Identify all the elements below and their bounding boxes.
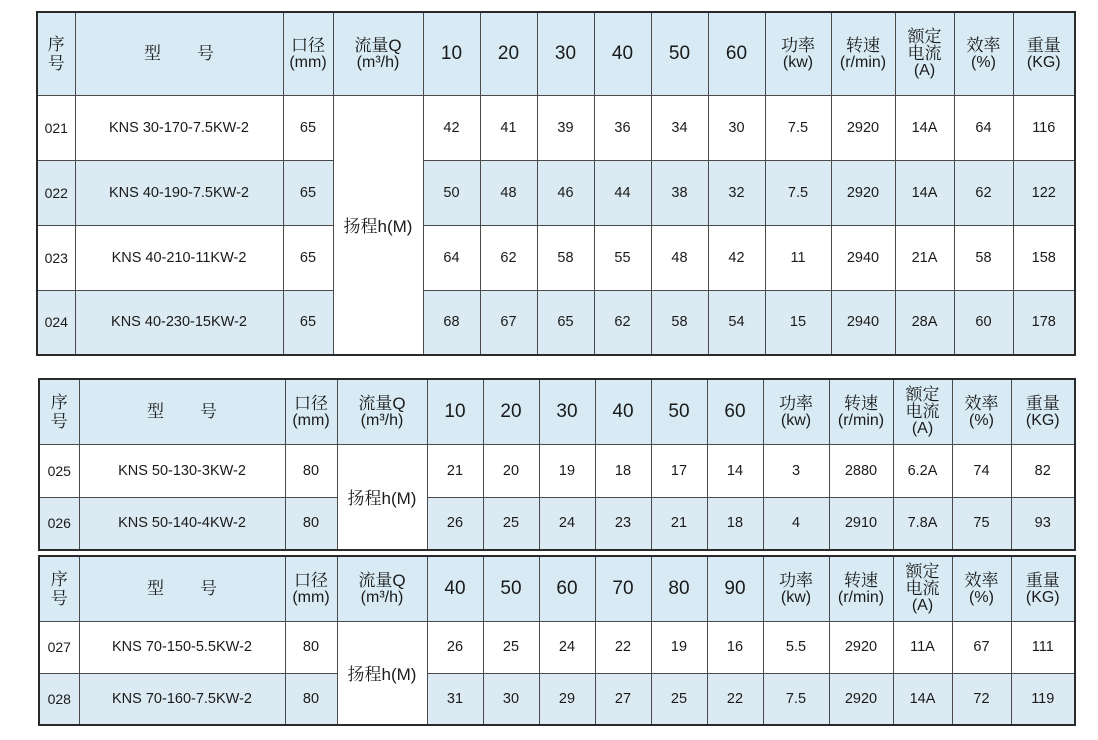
- bore-value: 80: [285, 621, 337, 673]
- head-value: 36: [594, 95, 651, 160]
- model-name: KNS 70-160-7.5KW-2: [79, 673, 285, 725]
- head-value: 44: [594, 160, 651, 225]
- row-number: 025: [39, 444, 79, 497]
- efficiency-header: 效率 (%): [954, 12, 1013, 95]
- head-value: 26: [427, 497, 483, 550]
- weight-header: 重量 (KG): [1013, 12, 1075, 95]
- weight-header: 重量 (KG): [1011, 556, 1075, 621]
- speed-header: 转速 (r/min): [829, 379, 893, 444]
- row-number: 023: [37, 225, 75, 290]
- efficiency-value: 74: [952, 444, 1011, 497]
- weight-value: 158: [1013, 225, 1075, 290]
- row-number: 027: [39, 621, 79, 673]
- head-value: 32: [708, 160, 765, 225]
- speed-value: 2920: [831, 160, 895, 225]
- flow-point-header: 20: [480, 12, 537, 95]
- head-value: 26: [427, 621, 483, 673]
- current-header: 额定 电流 (A): [893, 556, 952, 621]
- head-value: 55: [594, 225, 651, 290]
- efficiency-value: 75: [952, 497, 1011, 550]
- power-value: 4: [763, 497, 829, 550]
- current-value: 14A: [895, 95, 954, 160]
- power-value: 11: [765, 225, 831, 290]
- power-value: 15: [765, 290, 831, 355]
- bore-value: 80: [285, 497, 337, 550]
- head-value: 21: [427, 444, 483, 497]
- efficiency-value: 58: [954, 225, 1013, 290]
- model-name: KNS 30-170-7.5KW-2: [75, 95, 283, 160]
- flow-point-header: 40: [595, 379, 651, 444]
- head-value: 67: [480, 290, 537, 355]
- flow-point-header: 50: [651, 12, 708, 95]
- weight-value: 178: [1013, 290, 1075, 355]
- head-value: 48: [651, 225, 708, 290]
- head-value: 58: [651, 290, 708, 355]
- model-header: 型 号: [79, 379, 285, 444]
- bore-value: 65: [283, 225, 333, 290]
- flow-header: 流量Q (m³/h): [333, 12, 423, 95]
- head-value: 48: [480, 160, 537, 225]
- current-value: 21A: [895, 225, 954, 290]
- table-row: [37, 95, 1075, 160]
- weight-value: 93: [1011, 497, 1075, 550]
- header-row: [39, 556, 1075, 621]
- bore-value: 65: [283, 95, 333, 160]
- head-value: 41: [480, 95, 537, 160]
- seq-header: 序 号: [39, 556, 79, 621]
- current-value: 28A: [895, 290, 954, 355]
- row-number: 022: [37, 160, 75, 225]
- weight-value: 119: [1011, 673, 1075, 725]
- current-value: 6.2A: [893, 444, 952, 497]
- power-value: 7.5: [765, 95, 831, 160]
- current-value: 14A: [895, 160, 954, 225]
- head-value: 31: [427, 673, 483, 725]
- bore-value: 65: [283, 160, 333, 225]
- speed-header: 转速 (r/min): [829, 556, 893, 621]
- flow-header: 流量Q (m³/h): [337, 556, 427, 621]
- head-value: 24: [539, 621, 595, 673]
- bore-header: 口径 (mm): [283, 12, 333, 95]
- head-value: 46: [537, 160, 594, 225]
- bore-value: 65: [283, 290, 333, 355]
- header-row: [37, 12, 1075, 95]
- head-value: 34: [651, 95, 708, 160]
- weight-value: 122: [1013, 160, 1075, 225]
- head-value: 58: [537, 225, 594, 290]
- current-value: 14A: [893, 673, 952, 725]
- head-value: 18: [595, 444, 651, 497]
- head-value: 27: [595, 673, 651, 725]
- flow-point-header: 90: [707, 556, 763, 621]
- speed-value: 2940: [831, 290, 895, 355]
- head-value: 65: [537, 290, 594, 355]
- speed-value: 2880: [829, 444, 893, 497]
- head-label: 扬程h(M): [333, 95, 423, 355]
- current-value: 7.8A: [893, 497, 952, 550]
- head-value: 25: [483, 497, 539, 550]
- head-value: 68: [423, 290, 480, 355]
- head-value: 22: [707, 673, 763, 725]
- table-row: [39, 444, 1075, 497]
- spec-table-3: [38, 555, 1076, 726]
- head-value: 25: [651, 673, 707, 725]
- head-value: 20: [483, 444, 539, 497]
- row-number: 028: [39, 673, 79, 725]
- flow-point-header: 10: [427, 379, 483, 444]
- model-name: KNS 40-210-11KW-2: [75, 225, 283, 290]
- head-value: 24: [539, 497, 595, 550]
- speed-value: 2910: [829, 497, 893, 550]
- head-value: 21: [651, 497, 707, 550]
- efficiency-header: 效率 (%): [952, 556, 1011, 621]
- table-row: [37, 160, 1075, 225]
- seq-header: 序 号: [37, 12, 75, 95]
- flow-point-header: 60: [708, 12, 765, 95]
- head-label: 扬程h(M): [337, 621, 427, 725]
- speed-value: 2920: [829, 621, 893, 673]
- flow-header: 流量Q (m³/h): [337, 379, 427, 444]
- table-row: [39, 673, 1075, 725]
- head-value: 64: [423, 225, 480, 290]
- head-value: 23: [595, 497, 651, 550]
- model-name: KNS 40-190-7.5KW-2: [75, 160, 283, 225]
- head-value: 62: [594, 290, 651, 355]
- row-number: 026: [39, 497, 79, 550]
- model-header: 型 号: [75, 12, 283, 95]
- head-value: 16: [707, 621, 763, 673]
- speed-value: 2940: [831, 225, 895, 290]
- table-row: [37, 225, 1075, 290]
- head-value: 30: [708, 95, 765, 160]
- model-name: KNS 50-140-4KW-2: [79, 497, 285, 550]
- head-value: 22: [595, 621, 651, 673]
- power-value: 3: [763, 444, 829, 497]
- model-header: 型 号: [79, 556, 285, 621]
- efficiency-value: 64: [954, 95, 1013, 160]
- bore-value: 80: [285, 444, 337, 497]
- weight-value: 111: [1011, 621, 1075, 673]
- flow-point-header: 80: [651, 556, 707, 621]
- bore-header: 口径 (mm): [285, 556, 337, 621]
- efficiency-header: 效率 (%): [952, 379, 1011, 444]
- power-header: 功率 (kw): [763, 556, 829, 621]
- power-header: 功率 (kw): [763, 379, 829, 444]
- flow-point-header: 10: [423, 12, 480, 95]
- head-value: 14: [707, 444, 763, 497]
- table-row: [39, 497, 1075, 550]
- flow-point-header: 60: [539, 556, 595, 621]
- seq-header: 序 号: [39, 379, 79, 444]
- flow-point-header: 30: [537, 12, 594, 95]
- current-header: 额定 电流 (A): [893, 379, 952, 444]
- head-label: 扬程h(M): [337, 444, 427, 550]
- power-value: 7.5: [763, 673, 829, 725]
- flow-point-header: 60: [707, 379, 763, 444]
- power-value: 5.5: [763, 621, 829, 673]
- head-value: 29: [539, 673, 595, 725]
- efficiency-value: 62: [954, 160, 1013, 225]
- head-value: 25: [483, 621, 539, 673]
- flow-point-header: 20: [483, 379, 539, 444]
- power-header: 功率 (kw): [765, 12, 831, 95]
- spec-table-1: [36, 11, 1076, 356]
- head-value: 54: [708, 290, 765, 355]
- row-number: 024: [37, 290, 75, 355]
- head-value: 50: [423, 160, 480, 225]
- weight-value: 116: [1013, 95, 1075, 160]
- model-name: KNS 40-230-15KW-2: [75, 290, 283, 355]
- current-header: 额定 电流 (A): [895, 12, 954, 95]
- table-row: [37, 290, 1075, 355]
- current-value: 11A: [893, 621, 952, 673]
- head-value: 38: [651, 160, 708, 225]
- head-value: 17: [651, 444, 707, 497]
- flow-point-header: 50: [651, 379, 707, 444]
- model-name: KNS 70-150-5.5KW-2: [79, 621, 285, 673]
- head-value: 18: [707, 497, 763, 550]
- speed-header: 转速 (r/min): [831, 12, 895, 95]
- flow-point-header: 30: [539, 379, 595, 444]
- head-value: 30: [483, 673, 539, 725]
- flow-point-header: 70: [595, 556, 651, 621]
- flow-point-header: 40: [427, 556, 483, 621]
- flow-point-header: 50: [483, 556, 539, 621]
- weight-value: 82: [1011, 444, 1075, 497]
- table-row: [39, 621, 1075, 673]
- efficiency-value: 60: [954, 290, 1013, 355]
- weight-header: 重量 (KG): [1011, 379, 1075, 444]
- bore-value: 80: [285, 673, 337, 725]
- model-name: KNS 50-130-3KW-2: [79, 444, 285, 497]
- bore-header: 口径 (mm): [285, 379, 337, 444]
- head-value: 39: [537, 95, 594, 160]
- efficiency-value: 72: [952, 673, 1011, 725]
- head-value: 62: [480, 225, 537, 290]
- head-value: 19: [539, 444, 595, 497]
- speed-value: 2920: [831, 95, 895, 160]
- row-number: 021: [37, 95, 75, 160]
- head-value: 42: [708, 225, 765, 290]
- head-value: 19: [651, 621, 707, 673]
- efficiency-value: 67: [952, 621, 1011, 673]
- speed-value: 2920: [829, 673, 893, 725]
- spec-table-2: [38, 378, 1076, 551]
- header-row: [39, 379, 1075, 444]
- power-value: 7.5: [765, 160, 831, 225]
- head-value: 42: [423, 95, 480, 160]
- flow-point-header: 40: [594, 12, 651, 95]
